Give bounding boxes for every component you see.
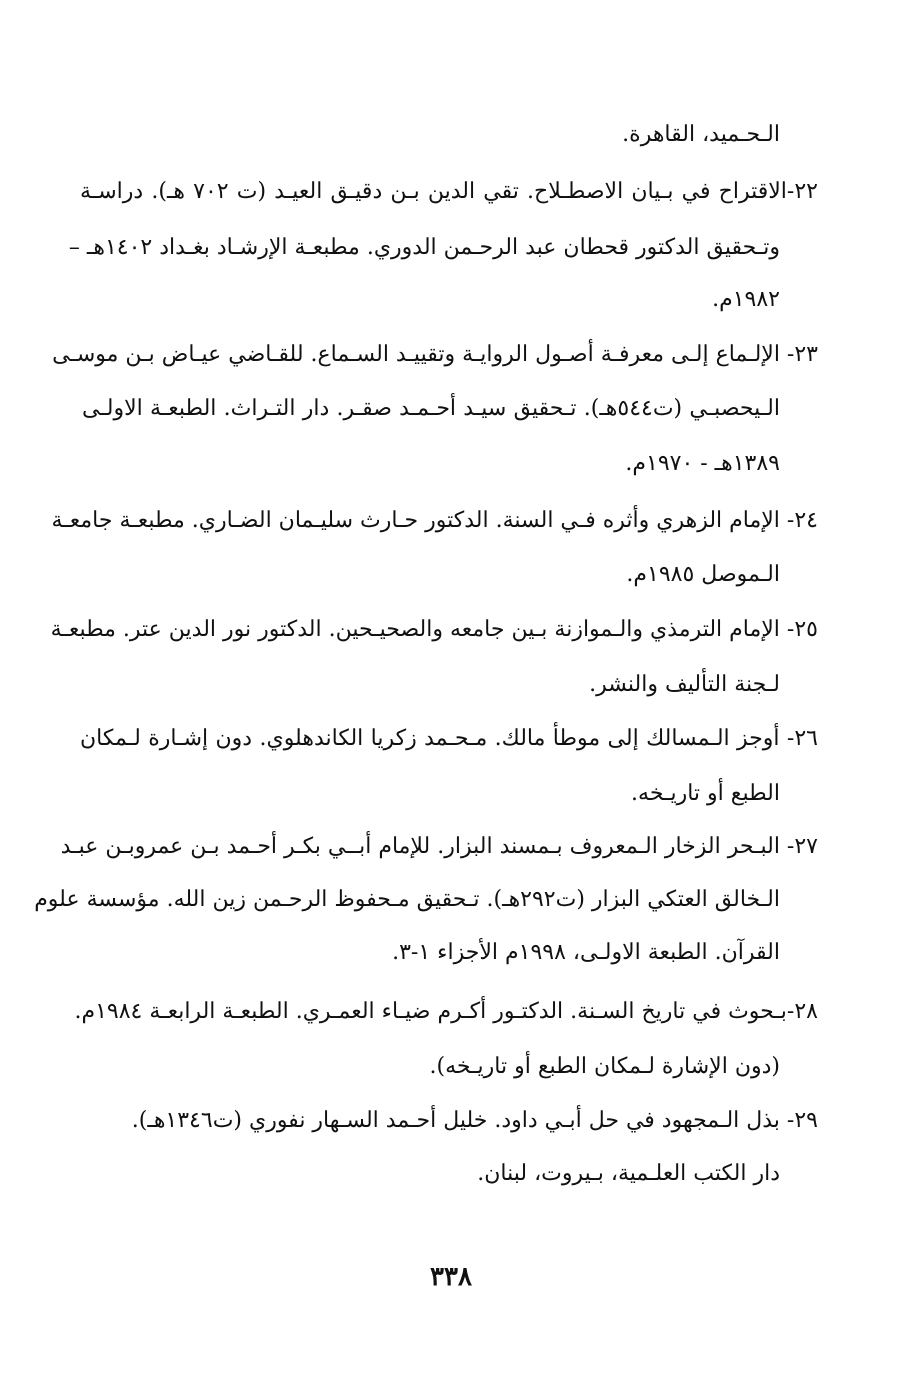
entry-25-line-1: ٢٥- الإمام الترمذي والـموازنة بـين جامعه والصحيـحين. الدكتور نور الدين عتر. مطبعـة — [50, 617, 818, 642]
entry-27-line-3: القرآن. الطبعة الاولـى، ١٩٩٨م الأجزاء ١-٣. — [392, 940, 780, 965]
entry-25-line-2: لـجنة التأليف والنشر. — [589, 672, 780, 697]
entry-28-line-2: (دون الإشارة لـمكان الطبع أو تاريـخه). — [429, 1054, 780, 1079]
entry-29-line-2: دار الكتب العلـمية، بـيروت، لبنان. — [477, 1161, 780, 1186]
entry-29-line-1: ٢٩- بذل الـمجهود في حل أبـي داود. خليل أحـمد السـهار نفوري (ت١٣٤٦هـ). — [131, 1108, 818, 1133]
page-number: ٣٣٨ — [430, 1262, 472, 1292]
entry-22-line-3: ١٩٨٢م. — [712, 287, 780, 312]
entry-27-line-2: الـخالق العتكي البزار (ت٢٩٢هـ). تـحقيق مـحفوظ الرحـمن زين الله. مؤسسة علوم — [34, 887, 780, 912]
entry-27-line-1: ٢٧- البـحر الزخار الـمعروف بـمسند البزار. للإمام أبــي بكـر أحـمد بـن عمروبـن عبـد — [60, 834, 818, 859]
entry-24-line-1: ٢٤- الإمام الزهري وأثره فـي السنة. الدكتور حـارث سليـمان الضـاري. مطبعـة جامعـة — [51, 508, 818, 533]
entry-24-line-2: الـموصل ١٩٨٥م. — [626, 562, 780, 587]
continuation-line: الـحـميد، القاهرة. — [622, 122, 780, 147]
entry-23-line-2: الـيحصبـي (ت٥٤٤هـ). تـحقيق سيـد أحـمـد صقـر. دار التـراث. الطبعـة الاولـى — [82, 396, 780, 421]
entry-26-line-1: ٢٦- أوجز الـمسالك إلى موطأ مالك. مـحـمد زكريا الكاندهلوي. دون إشـارة لـمكان — [80, 726, 818, 751]
entry-22-line-2: وتـحقيق الدكتور قحطان عبد الرحـمن الدوري. مطبعـة الإرشـاد بغـداد ١٤٠٢هـ – — [68, 235, 780, 260]
entry-26-line-2: الطبع أو تاريـخه. — [631, 781, 780, 806]
entry-23-line-1: ٢٣- الإلـماع إلـى معرفـة أصـول الروايـة وتقييـد السـماع. للقـاضي عيـاض بـن موسـى — [52, 342, 818, 367]
entry-22-line-1: ٢٢-الاقتراح في بـيان الاصطـلاح. تقي الدين بـن دقيـق العيـد (ت ٧٠٢ هـ). دراسـة — [80, 179, 818, 204]
entry-23-line-3: ١٣٨٩هـ - ١٩٧٠م. — [625, 451, 780, 476]
entry-28-line-1: ٢٨-بـحوث في تاريخ السـنة. الدكتـور أكـرم ضيـاء العمـري. الطبعـة الرابعـة ١٩٨٤م. — [74, 999, 818, 1024]
